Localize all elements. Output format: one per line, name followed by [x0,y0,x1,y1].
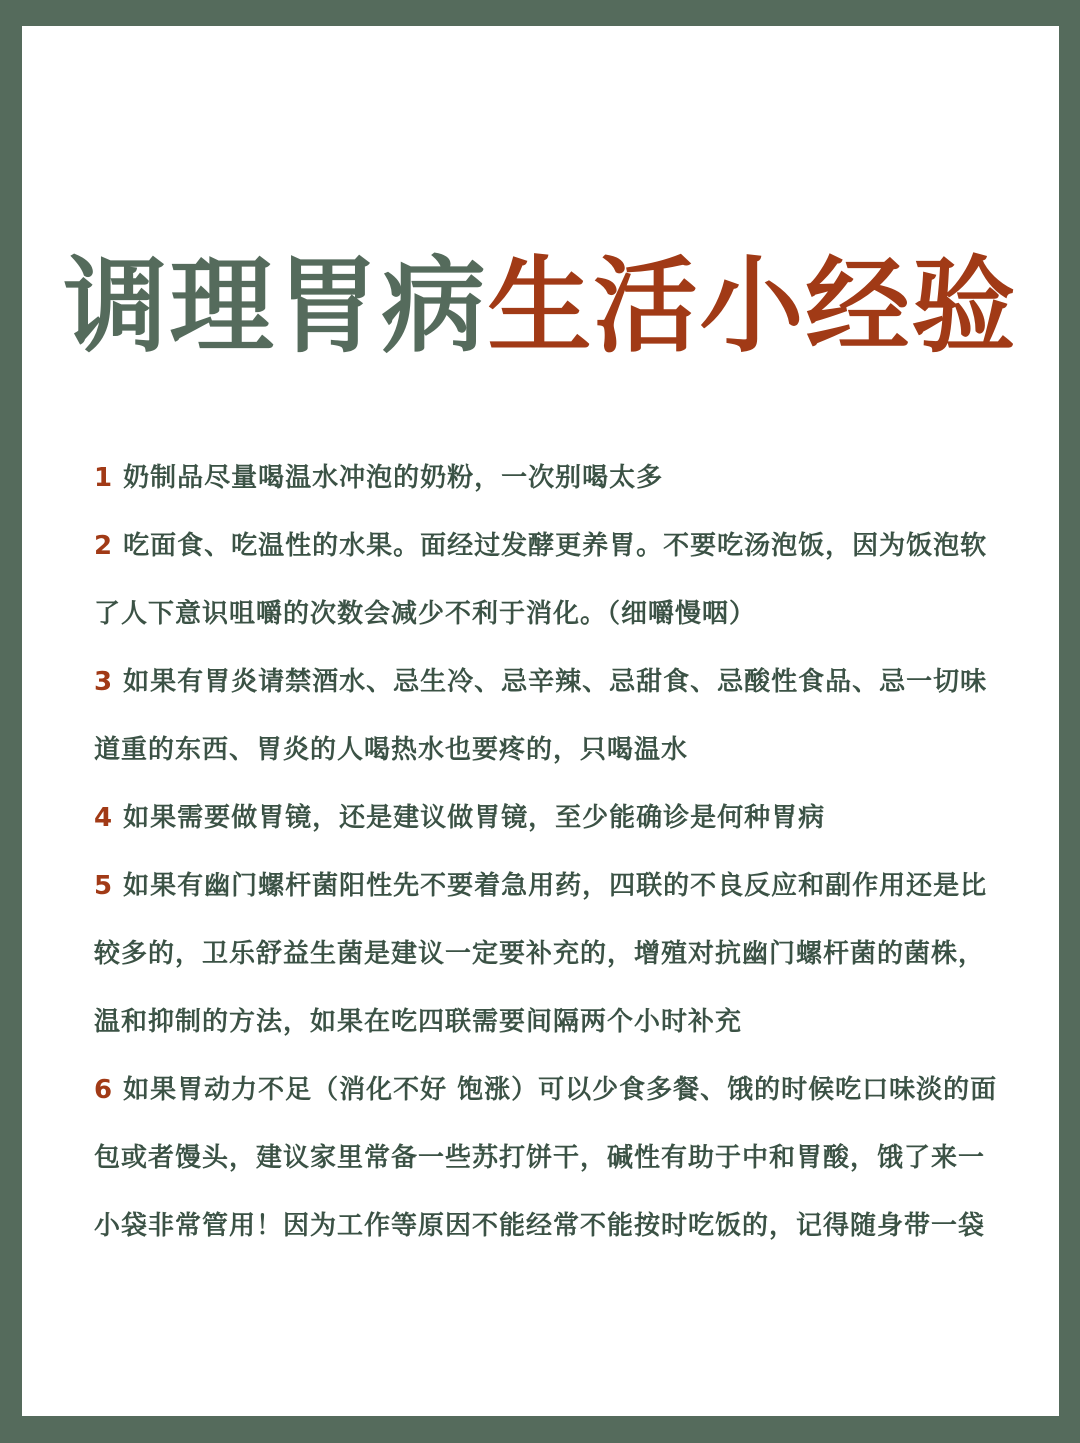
tip-number: 1 [94,463,114,493]
tip-text: 如果有幽门螺杆菌阳性先不要着急用药，四联的不良反应和副作用还是比较多的，卫乐舒益生菌是建议一定要补充的，增殖对抗幽门螺杆菌的菌株，温和抑制的方法，如果在吃四联需要间隔两个小时补充 [94,871,988,1037]
tip-item [94,1056,1009,1260]
tip-number: 6 [94,1075,114,1105]
content-card [22,26,1059,1416]
tip-text: 如果有胃炎请禁酒水、忌生冷、忌辛辣、忌甜食、忌酸性食品、忌一切味道重的东西、胃炎的人喝热水也要疼的，只喝温水 [94,667,988,765]
title-part-2: 生活小经验 [487,245,1018,367]
tip-text: 如果需要做胃镜，还是建议做胃镜，至少能确诊是何种胃病 [123,803,826,833]
tip-item [94,784,1009,852]
tip-text: 吃面食、吃温性的水果。面经过发酵更养胃。不要吃汤泡饭，因为饭泡软了人下意识咀嚼的次数会减少不利于消化。（细嚼慢咽） [94,531,988,629]
tip-item [94,512,1009,648]
tip-item [94,648,1009,784]
tip-number: 3 [94,667,114,697]
title-part-1: 调理胃病 [63,245,488,367]
tip-number: 4 [94,803,114,833]
tip-number: 5 [94,871,114,901]
tip-item [94,852,1009,1056]
tips-list [94,444,1009,1260]
tip-text: 奶制品尽量喝温水冲泡的奶粉，一次别喝太多 [123,463,664,493]
tip-text: 如果胃动力不足（消化不好 饱涨）可以少食多餐、饿的时候吃口味淡的面包或者馒头，建议家里常备一些苏打饼干，碱性有助于中和胃酸，饿了来一小袋非常管用！因为工作等原因不能经常不能按时吃饭的，记得随身带一袋 [94,1075,998,1241]
tip-item [94,444,1009,512]
tip-number: 2 [94,531,114,561]
page-title [22,245,1059,367]
